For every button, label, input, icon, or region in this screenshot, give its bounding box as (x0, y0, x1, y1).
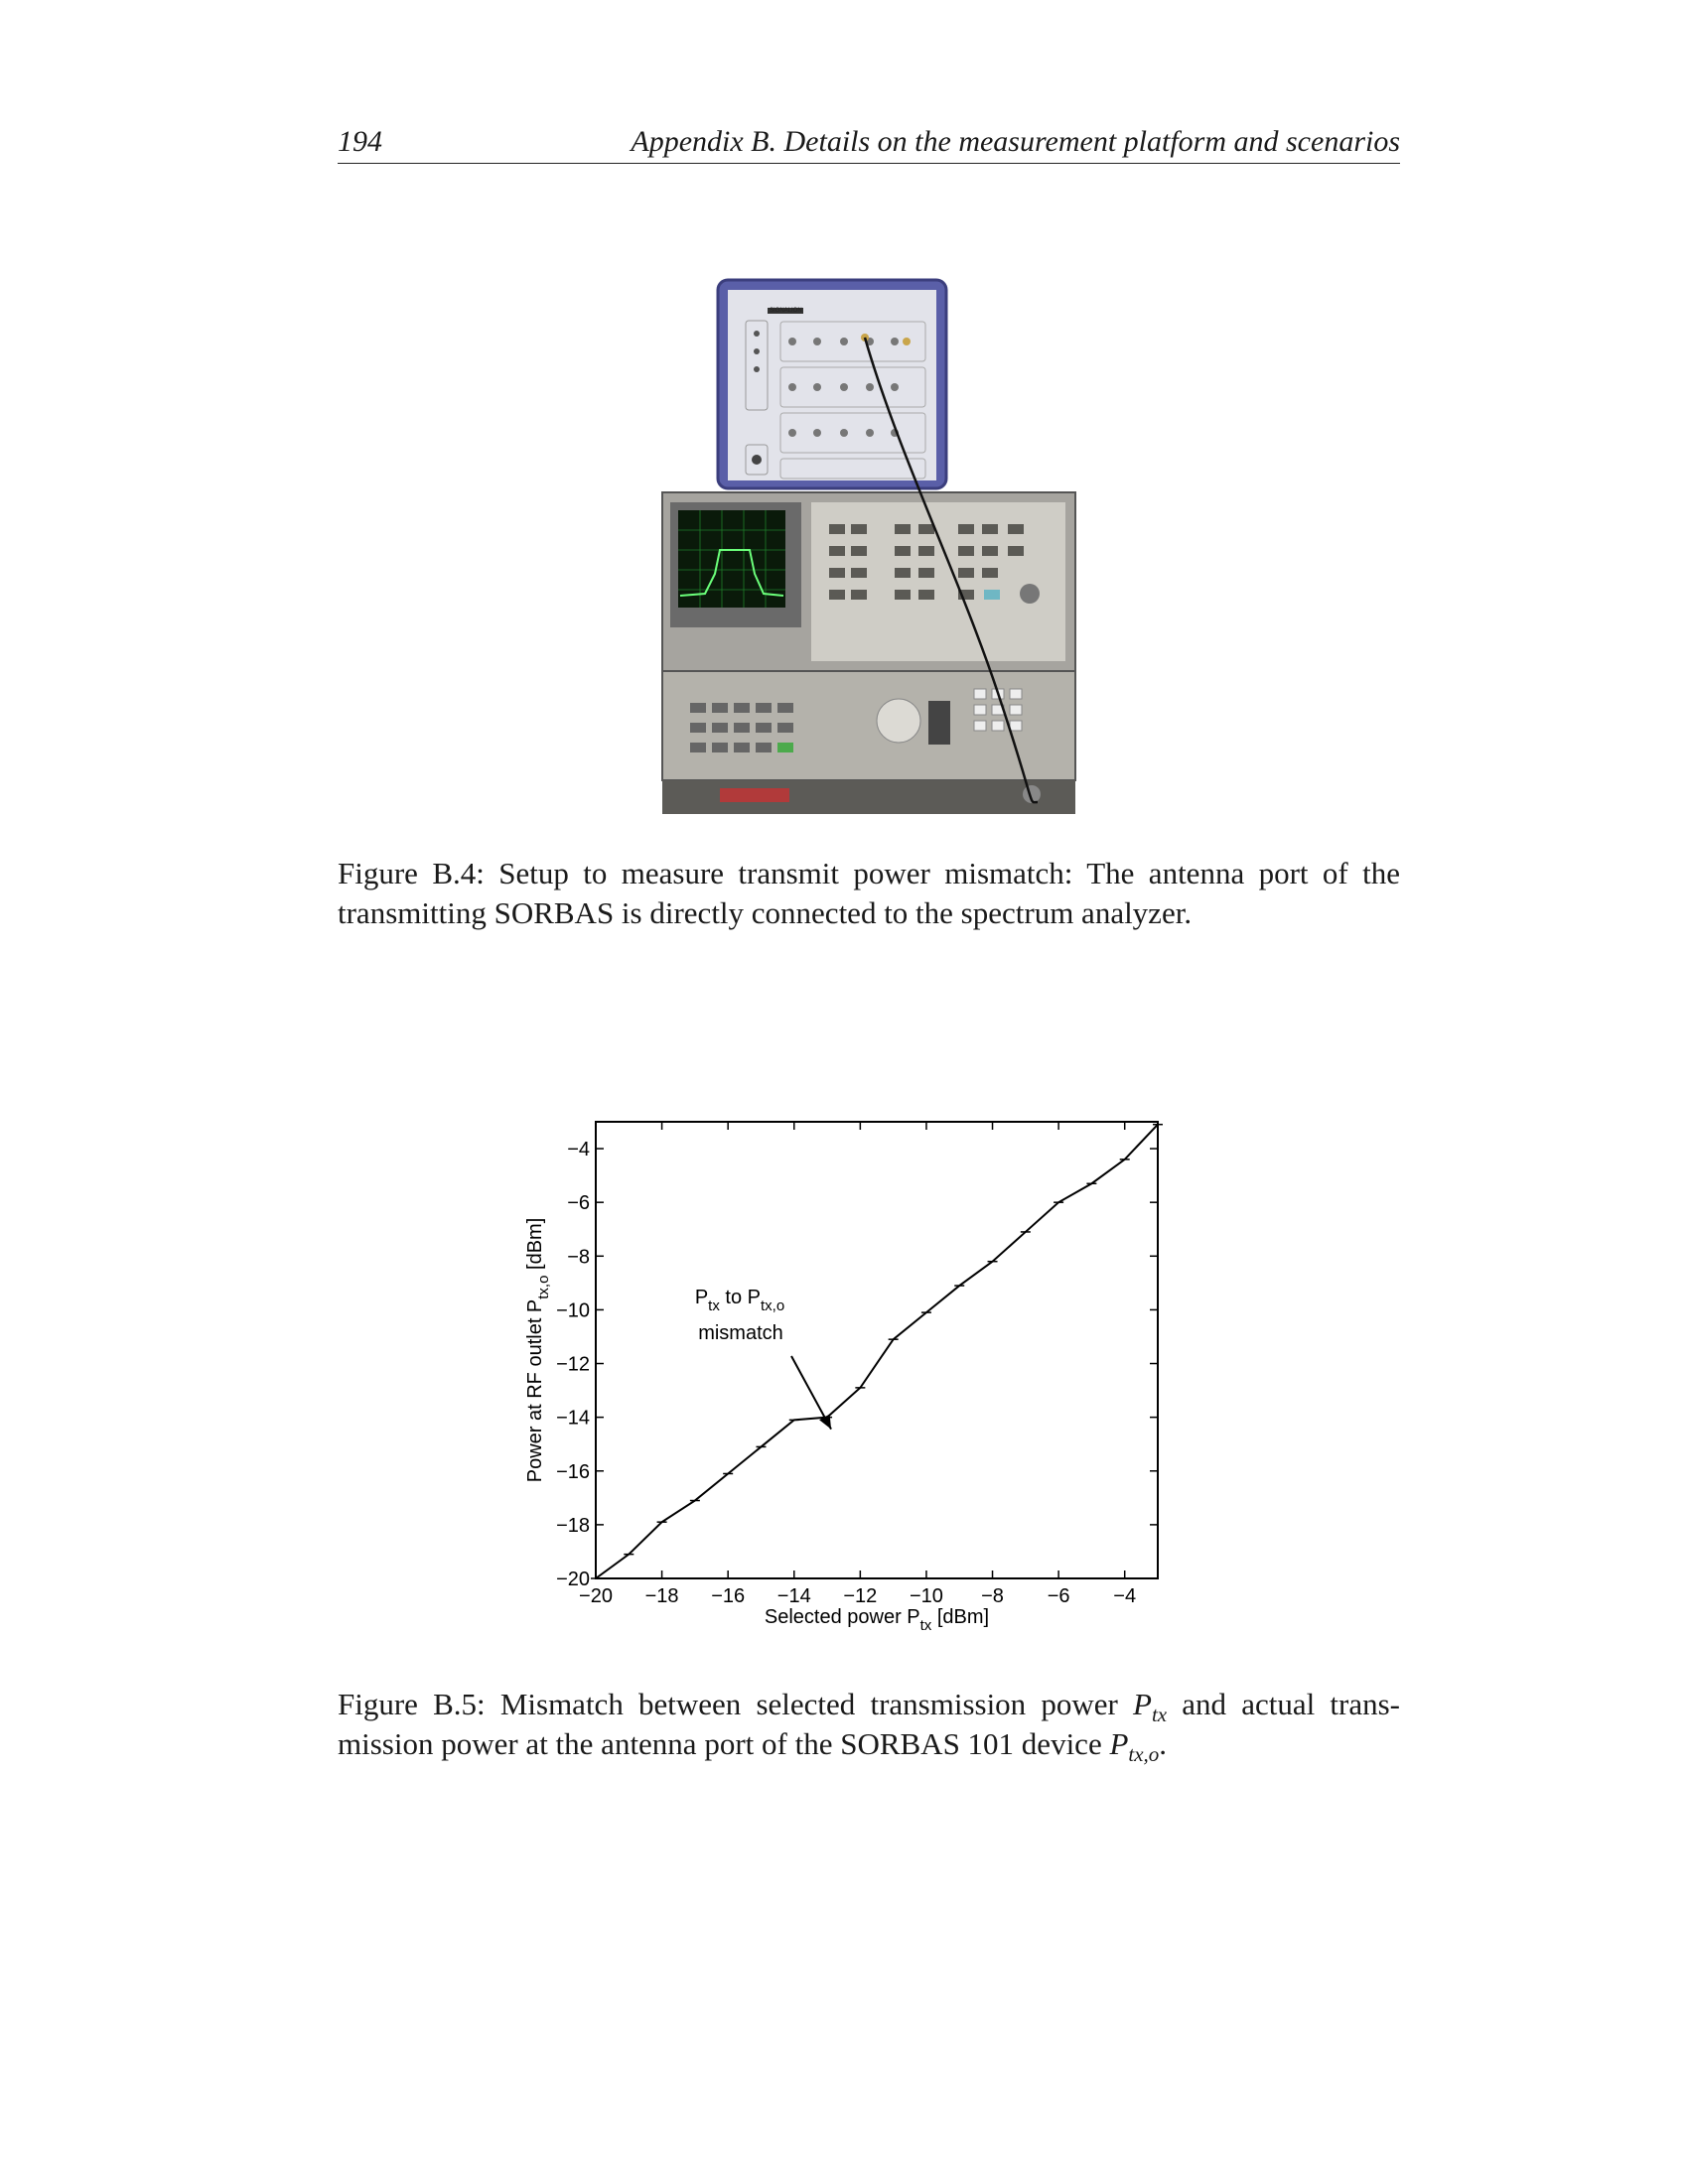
y-tick-label: −10 (556, 1299, 590, 1322)
x-tick-label: −14 (776, 1585, 811, 1607)
series (591, 1125, 1163, 1578)
y-tick-label: −18 (556, 1514, 590, 1537)
series-line (596, 1125, 1158, 1578)
caption-b4-line-1: Figure B.4: Setup to measure transmit power mismatch: The antenna port of the (338, 856, 1400, 890)
figure-b5-caption (338, 1685, 1400, 1764)
y-tick-label: −12 (556, 1353, 590, 1376)
chapter-title: Appendix B. Details on the measurement platform and scenarios (631, 125, 1400, 158)
x-tick-label: −4 (1113, 1585, 1137, 1607)
annotation (695, 1287, 831, 1430)
x-tick-label: −16 (711, 1585, 746, 1607)
caption-b5-line-1: Figure B.5: Mismatch between selected transmission power $P_{tx}$ and actual trans- (338, 1687, 1400, 1726)
y-tick-label: −6 (567, 1192, 590, 1215)
x-tick-label: −18 (644, 1585, 679, 1607)
x-tick-label: −12 (843, 1585, 878, 1607)
y-tick-label: −20 (556, 1569, 590, 1590)
axes-ticks (556, 1122, 1158, 1607)
annotation-line-1: $P_{tx}$ to $P_{tx,o}$ (694, 1287, 785, 1314)
figure-b4-caption (338, 854, 1400, 933)
y-axis-label: Power at RF outlet $P_{tx,o}$ [dBm] (524, 1217, 552, 1483)
caption-b5-line-2: mission power at the antenna port of the SORBAS 101 device $P_{tx,o}$. (338, 1726, 1168, 1766)
panel-brand: SIGNALION (770, 308, 802, 314)
running-head (338, 119, 1400, 164)
annotation-line-2: mismatch (698, 1322, 783, 1344)
x-tick-label: −6 (1047, 1585, 1070, 1607)
x-tick-label: −20 (579, 1585, 613, 1607)
y-tick-label: −16 (556, 1460, 590, 1483)
x-tick-label: −8 (981, 1585, 1004, 1607)
mismatch-chart (496, 1112, 1192, 1648)
page-number: 194 (338, 125, 382, 158)
caption-b4-line-2: transmitting SORBAS is directly connected to the spectrum analyzer. (338, 895, 1193, 930)
y-tick-label: −8 (567, 1246, 590, 1269)
x-tick-label: −10 (909, 1585, 943, 1607)
y-tick-label: −14 (556, 1407, 590, 1430)
x-axis-label: Selected power $P_{tx}$ [dBm] (764, 1606, 990, 1634)
setup-photo (660, 276, 1077, 817)
y-tick-label: −4 (567, 1139, 590, 1161)
